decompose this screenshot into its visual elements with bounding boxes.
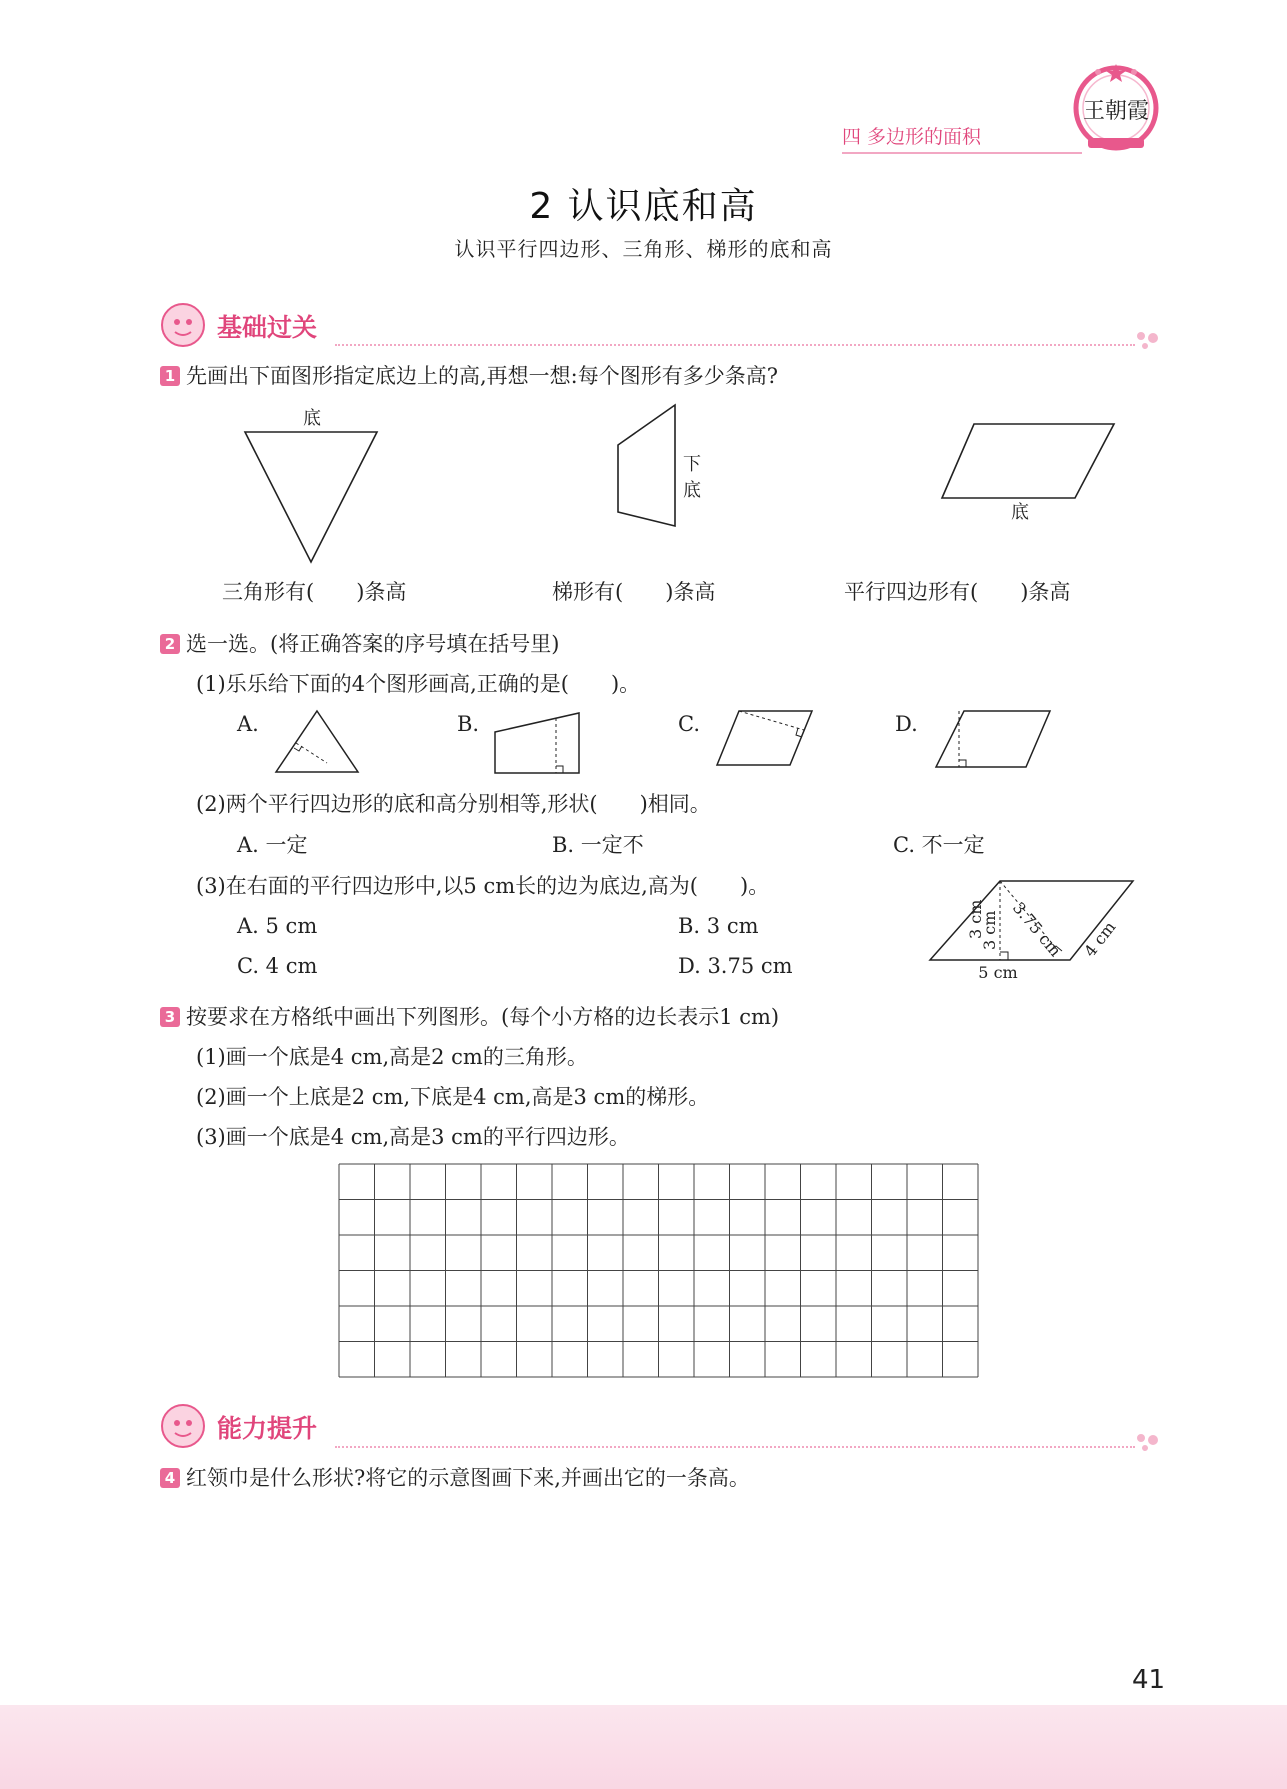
q1-triangle-figure (230, 400, 400, 570)
q2-option-c: C. (678, 712, 700, 736)
q1-answer-parallelogram: 平行四边形有( )条高 (844, 580, 1071, 604)
q3-prompt: 按要求在方格纸中画出下列图形。(每个小方格的边长表示1 cm) (186, 1005, 780, 1029)
section-divider (335, 344, 1135, 346)
q3-sub2: (2)画一个上底是2 cm,下底是4 cm,高是3 cm的梯形。 (196, 1085, 710, 1109)
q1-text (160, 362, 778, 390)
q2-shape-d (930, 705, 1055, 777)
q2-sub2-option-b: B. 一定不 (552, 833, 644, 857)
q2-option-b: B. (457, 712, 480, 736)
q2-option-d: D. (895, 712, 918, 736)
q2-sub1: (1)乐乐给下面的4个图形画高,正确的是( )。 (196, 672, 641, 696)
q2-sub2-option-c: C. 不一定 (893, 833, 985, 857)
q2-sub3-option-c: C. 4 cm (237, 954, 318, 978)
q4-prompt: 红领巾是什么形状?将它的示意图画下来,并画出它的一条高。 (186, 1466, 750, 1490)
footer-band (0, 1705, 1287, 1789)
q1-trapezoid-label-2: 底 (683, 480, 701, 501)
q1-number: 1 (160, 366, 180, 386)
q3-sub1: (1)画一个底是4 cm,高是2 cm的三角形。 (196, 1045, 588, 1069)
q2-sub3: (3)在右面的平行四边形中,以5 cm长的边为底边,高为( )。 (196, 874, 770, 898)
q2-sub2-option-a: A. 一定 (237, 833, 308, 857)
page-number: 41 (1132, 1665, 1166, 1695)
q1-prompt: 先画出下面图形指定底边上的高,再想一想:每个图形有多少条高? (186, 364, 779, 388)
q2-figure-height-diag: 3.75 cm (1008, 898, 1066, 961)
q3-number: 3 (160, 1007, 180, 1027)
chapter-header: 四 多边形的面积 (842, 122, 1082, 154)
q2-figure-side-left: 3 cm (966, 899, 985, 939)
q2-number: 2 (160, 634, 180, 654)
q2-shape-a (270, 705, 365, 777)
q2-sub2: (2)两个平行四边形的底和高分别相等,形状( )相同。 (196, 792, 711, 816)
q1-trapezoid-label-1: 下 (683, 454, 701, 475)
q1-answer-trapezoid: 梯形有( )条高 (552, 580, 716, 604)
q1-triangle-base-label: 底 (303, 408, 321, 429)
section-basic-title: 基础过关 (217, 313, 318, 342)
q4-number: 4 (160, 1468, 180, 1488)
brand-name: 王朝霞 (1082, 99, 1150, 124)
brand-logo (1068, 58, 1164, 154)
q2-option-a: A. (237, 712, 259, 736)
mascot-icon (160, 302, 206, 348)
lesson-title: 2 认识底和高 (529, 186, 758, 227)
q2-shape-b (490, 705, 585, 777)
q2-figure-base: 5 cm (978, 963, 1018, 982)
mascot-icon (160, 1403, 206, 1449)
q1-parallelogram-figure (935, 415, 1120, 525)
q2-text (160, 630, 559, 658)
q2-prompt: 选一选。(将正确答案的序号填在括号里) (186, 632, 560, 656)
q1-parallelogram-base-label: 底 (1011, 502, 1029, 523)
dots-decoration-icon (1135, 1432, 1165, 1452)
dots-decoration-icon (1135, 330, 1165, 350)
q2-sub3-option-d: D. 3.75 cm (678, 954, 793, 978)
q2-shape-c (712, 705, 817, 777)
q1-answer-triangle: 三角形有( )条高 (222, 580, 407, 604)
q2-parallelogram-figure (920, 870, 1140, 985)
q2-sub3-option-a: A. 5 cm (237, 914, 318, 938)
section-divider (335, 1446, 1135, 1448)
q3-sub3: (3)画一个底是4 cm,高是3 cm的平行四边形。 (196, 1125, 630, 1149)
q2-figure-height-vertical: 3 cm (980, 910, 999, 950)
q1-trapezoid-figure (605, 395, 715, 535)
section-advanced-title: 能力提升 (217, 1414, 318, 1443)
q3-text (160, 1003, 779, 1031)
lesson-subtitle: 认识平行四边形、三角形、梯形的底和高 (454, 237, 833, 261)
q4-text (160, 1464, 750, 1492)
q2-sub3-option-b: B. 3 cm (678, 914, 759, 938)
q2-figure-side-right: 4 cm (1080, 917, 1120, 961)
q3-grid-paper[interactable] (338, 1163, 980, 1379)
